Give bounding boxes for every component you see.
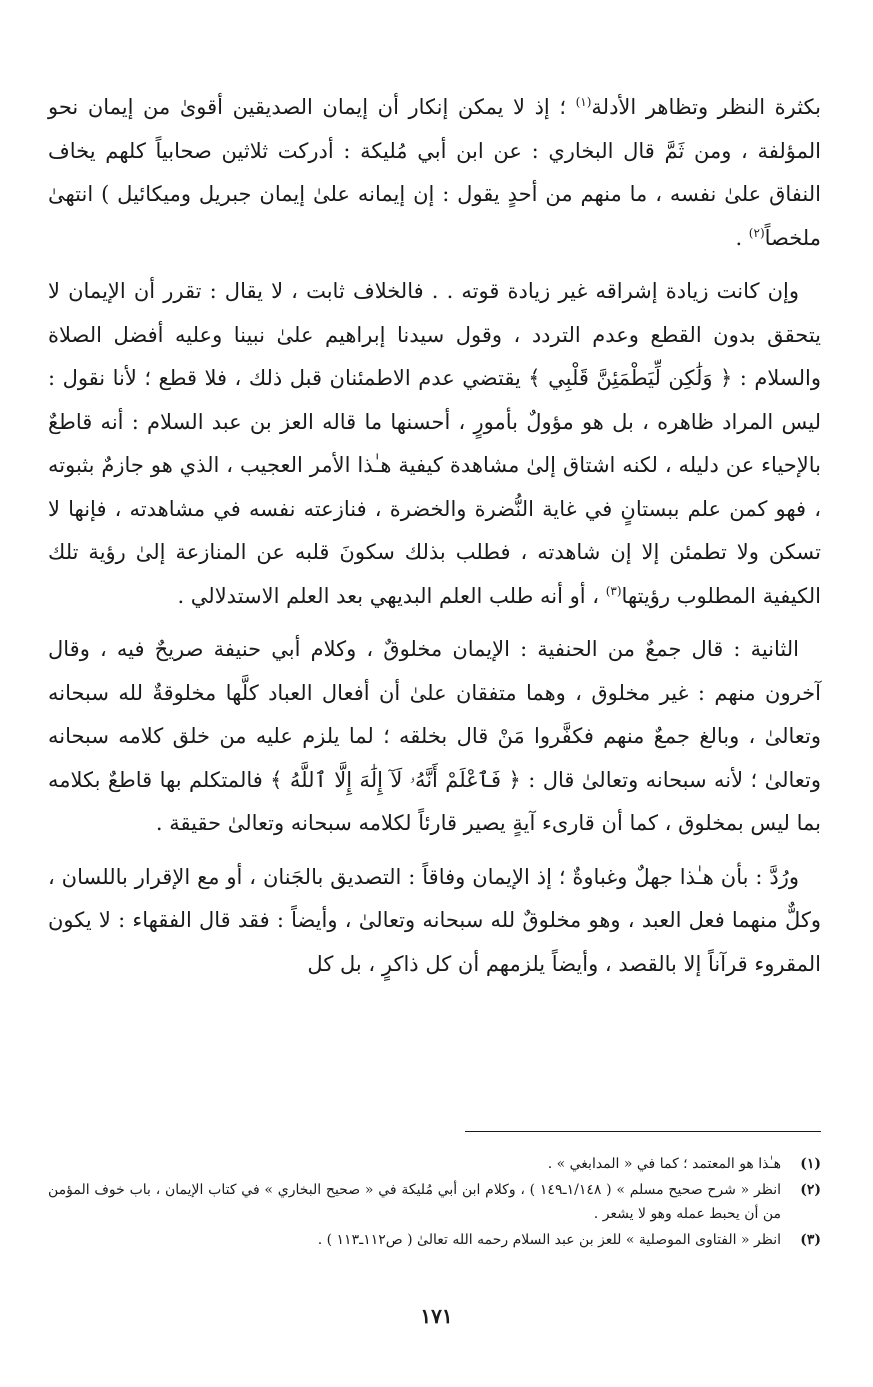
footnote-text: انظر « شرح صحيح مسلم » ( ١/١٤٨ـ١٤٩ ) ، وكلام ابن أبي مُليكة في « صحيح البخاري » في كتاب الإيمان ، باب خوف المؤمن من أن يحبط عمله وهو لا يشعر . [48, 1182, 781, 1222]
paragraph-2 [48, 270, 821, 618]
footnote-2 [48, 1178, 821, 1226]
footnote-number: (١) [800, 1156, 821, 1172]
footnote-3 [48, 1228, 821, 1252]
main-text [48, 86, 821, 996]
footnote-ref-3: (٣) [605, 583, 622, 598]
text-segment: ؛ إذ لا يمكن إنكار أن إيمان الصديقين أقوىٰ من إيمان نحو المؤلفة ، ومن ثَمَّ قال البخاري : عن ابن أبي مُليكة : أدركت ثلاثين صحابياً كلهم يخاف النفاق علىٰ نفسه ، ما منهم من أحدٍ يقول : إن إيمانه علىٰ إيمان جبريل وميكائيل ) انتهىٰ ملخصاً [48, 95, 821, 250]
footnote-number: (٢) [800, 1182, 821, 1198]
paragraph-3 [48, 628, 821, 846]
paragraph-4 [48, 856, 821, 987]
footnotes [48, 1152, 821, 1254]
text-segment: ورُدَّ : بأن هـٰذا جهلٌ وغباوةٌ ؛ إذ الإيمان وفاقاً : التصديق بالجَنان ، أو مع الإقرار باللسان ، وكلٌّ منهما فعل العبد ، وهو مخلوقٌ لله سبحانه وتعالىٰ ، وأيضاً : فقد قال الفقهاء : لا يكون المقروء قرآناً إلا بالقصد ، وأيضاً يلزمهم أن كل ذاكرٍ ، بل كل [48, 864, 821, 976]
footnote-ref-2: (٢) [748, 225, 765, 240]
footnote-number: (٣) [800, 1232, 821, 1248]
paragraph-1 [48, 86, 821, 260]
text-segment: وإن كانت زيادة إشراقه غير زيادة قوته . . فالخلاف ثابت ، لا يقال : تقرر أن الإيمان لا يتحقق بدون القطع وعدم التردد ، وقول سيدنا إبراهيم علىٰ نبينا وعليه أفضل الصلاة والسلام : ﴿ وَلَٰكِن لِّيَطْمَئِنَّ قَلْبِي ﴾ يقتضي عدم الاطمئنان قبل ذلك ، فلا قطع ؛ لأنا نقول : ليس المراد ظاهره ، بل هو مؤولٌ بأمورٍ ، أحسنها ما قاله العز بن عبد السلام : أنه قاطعٌ بالإحياء عن دليله ، لكنه اشتاق إلىٰ مشاهدة كيفية هـٰذا الأمر العجيب ، الذي هو جازمٌ بثبوته ، فهو كمن علم ببستانٍ في غاية النُّضرة والخضرة ، فنازعته نفسه في مشاهدته ، فإنها لا تسكن ولا تطمئن إلا إن شاهدته ، فطلب بذلك سكونَ قلبه عن المنازعة إلىٰ رؤية تلك الكيفية المطلوب رؤيتها [48, 279, 821, 608]
text-segment: الثانية : قال جمعٌ من الحنفية : الإيمان مخلوقٌ ، وكلام أبي حنيفة صريحٌ فيه ، وقال آخرون منهم : غير مخلوق ، وهما متفقان علىٰ أن أفعال العباد كلَّها مخلوقةٌ لله سبحانه وتعالىٰ ، وبالغ جمعٌ منهم فكفَّروا مَنْ قال بخلقه ؛ لما يلزم عليه من خلق كلامه سبحانه وتعالىٰ ؛ لأنه سبحانه وتعالىٰ قال : ﴿ فَٱعْلَمْ أَنَّهُۥ لَآ إِلَٰهَ إِلَّا ٱللَّهُ ﴾ فالمتكلم بها قاطعٌ بكلامه بما ليس بمخلوق ، كما أن قارىء آيةٍ يصير قارئاً لكلامه سبحانه وتعالىٰ حقيقة . [48, 637, 821, 835]
text-segment: بكثرة النظر وتظاهر الأدلة [591, 95, 821, 119]
text-segment: . [735, 225, 749, 250]
footnote-separator [465, 1131, 821, 1132]
text-segment: ، أو أنه طلب العلم البديهي بعد العلم الاستدلالي . [177, 583, 606, 608]
page-number: ١٧١ [420, 1304, 453, 1328]
footnote-text: انظر « الفتاوى الموصلية » للعز بن عبد السلام رحمه الله تعالىٰ ( ص١١٢ـ١١٣ ) . [317, 1232, 781, 1248]
footnote-text: هـٰذا هو المعتمد ؛ كما في « المدابغي » . [547, 1156, 781, 1172]
footnote-ref-1: (١) [575, 95, 592, 109]
footnote-1 [48, 1152, 821, 1176]
